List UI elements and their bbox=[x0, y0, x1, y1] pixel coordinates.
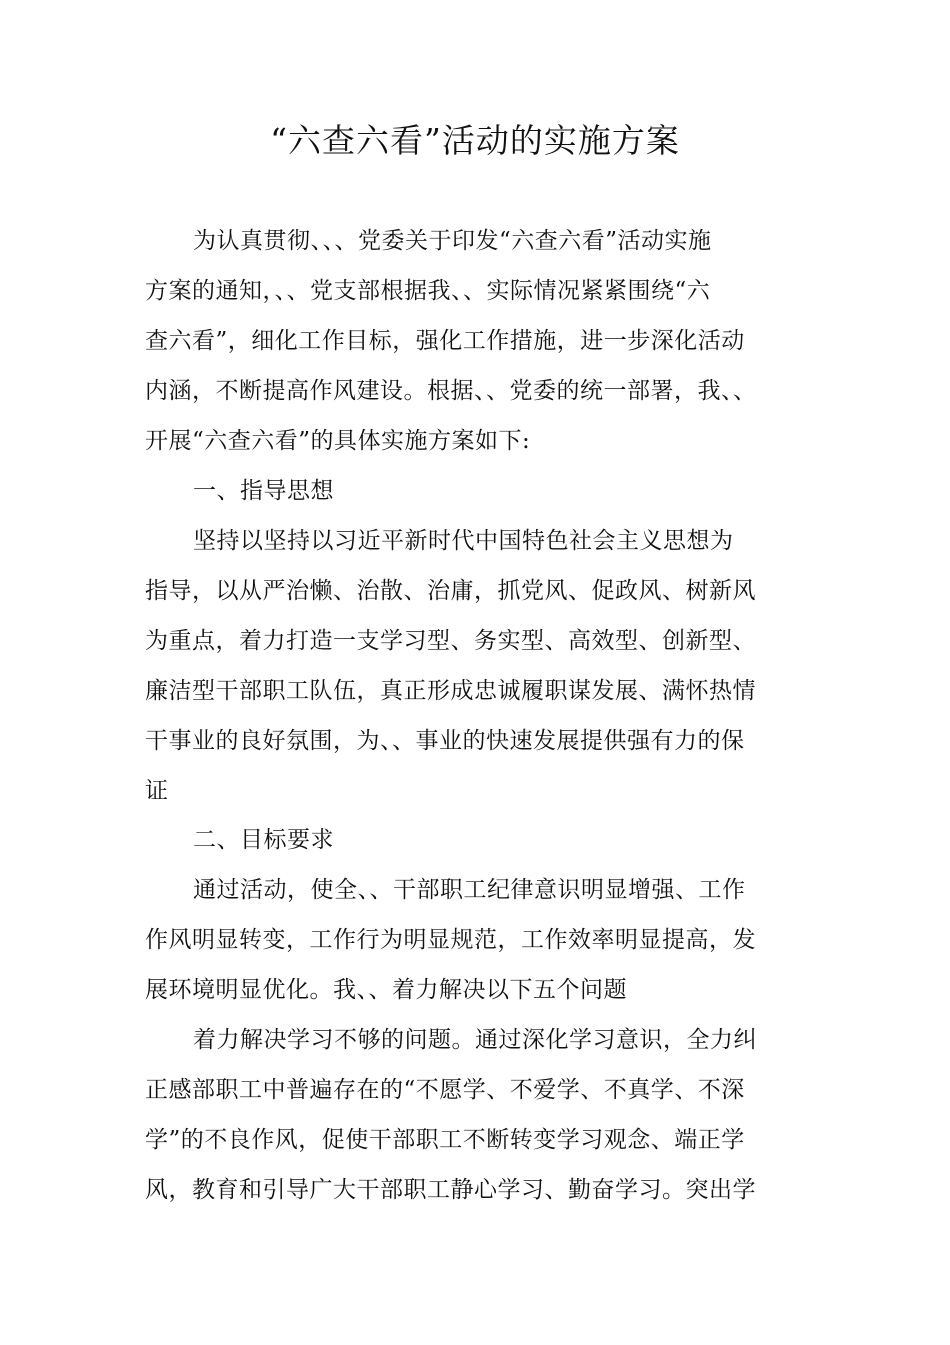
paragraph-line: 风，教育和引导广大干部职工静心学习、勤奋学习。突出学 bbox=[145, 1177, 756, 1203]
paragraph-line: 开展“六查六看”的具体实施方案如下: bbox=[145, 428, 531, 454]
paragraph-line: 学”的不良作风，促使干部职工不断转变学习观念、端正学 bbox=[145, 1127, 745, 1153]
paragraph-line: 干事业的良好氛围，为、、事业的快速发展提供强有力的保 bbox=[145, 728, 745, 754]
document-title: “六查六看”活动的实施方案 bbox=[270, 121, 680, 160]
section-heading-guiding-ideology: 一、指导思想 bbox=[193, 478, 334, 504]
paragraph-line: 通过活动，使全、、干部职工纪律意识明显增强、工作 bbox=[193, 877, 746, 903]
paragraph-line: 着力解决学习不够的问题。通过深化学习意识，全力纠 bbox=[193, 1027, 757, 1053]
paragraph-line: 廉洁型干部职工队伍，真正形成忠诚履职谋发展、满怀热情 bbox=[145, 678, 756, 704]
paragraph-line: 展环境明显优化。我、、着力解决以下五个问题 bbox=[145, 977, 627, 1003]
paragraph-line: 证 bbox=[145, 778, 169, 804]
paragraph-line: 方案的通知，、、党支部根据我、、实际情况紧紧围绕“六 bbox=[145, 278, 711, 304]
paragraph-line: 指导，以从严治懒、治散、治庸，抓党风、促政风、树新风 bbox=[145, 578, 756, 604]
paragraph-line: 正感部职工中普遍存在的“不愿学、不爱学、不真学、不深 bbox=[145, 1077, 745, 1103]
paragraph-line: 作风明显转变，工作行为明显规范，工作效率明显提高，发 bbox=[145, 927, 756, 953]
paragraph-line: 坚持以坚持以习近平新时代中国特色社会主义思想为 bbox=[193, 528, 734, 554]
paragraph-line: 内涵，不断提高作风建设。根据、、党委的统一部署，我、、 bbox=[145, 378, 757, 404]
paragraph-line: 为认真贯彻、、、党委关于印发“六查六看”活动实施 bbox=[193, 228, 712, 254]
paragraph-line: 为重点，着力打造一支学习型、务实型、高效型、创新型、 bbox=[145, 628, 756, 654]
paragraph-line: 查六看”，细化工作目标，强化工作措施，进一步深化活动 bbox=[145, 328, 745, 354]
section-heading-goals: 二、目标要求 bbox=[193, 827, 334, 853]
